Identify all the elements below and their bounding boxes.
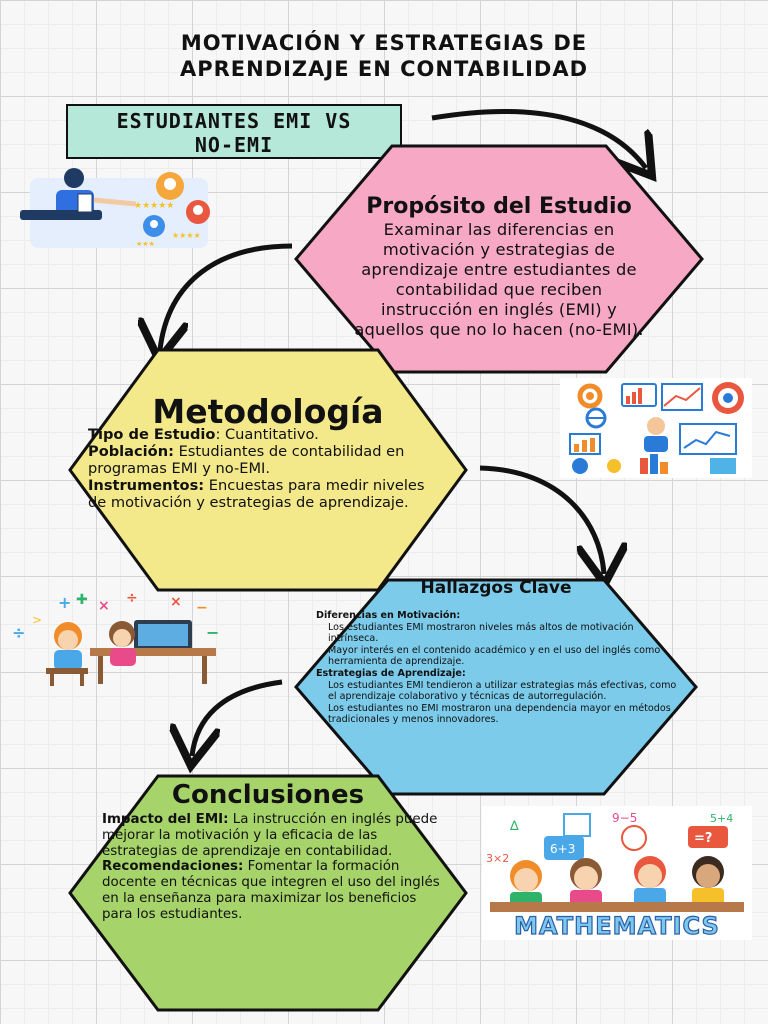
subtitle-line-2: NO-EMI xyxy=(194,133,274,157)
svg-text:★★★★: ★★★★ xyxy=(172,231,201,240)
svg-text:−: − xyxy=(206,623,220,642)
findings-strat-label: Estrategias de Aprendizaje: xyxy=(316,667,466,679)
findings-diff-1: Los estudiantes EMI mostraron niveles más altos de motivación intrínseca. xyxy=(328,621,634,645)
findings-hexagon xyxy=(292,576,700,798)
svg-text:+: + xyxy=(58,593,72,612)
svg-text:★★★★★: ★★★★★ xyxy=(134,201,175,211)
mathematics-word: MATHEMATICS xyxy=(514,912,720,940)
findings-diff-label: Diferencias en Motivación: xyxy=(316,610,461,621)
conclusions-impact-label: Impacto del EMI: xyxy=(102,812,229,827)
conclusions-rec-label: Recomendaciones: xyxy=(102,859,244,875)
findings-strat-2: Los estudiantes no EMI mostraron una dependencia mayor en métodos tradicionales y menos innovadores. xyxy=(328,702,671,726)
conclusions-text xyxy=(102,812,446,923)
findings-diff-2: Mayor interés en el contenido académico y en el uso del inglés como herramienta de aprendizaje. xyxy=(328,644,661,668)
svg-text:∆: ∆ xyxy=(510,819,519,834)
conclusions-rec-value: Fomentar la formación docente en técnicas que integren el uso del inglés en la enseñanza para maximizar los beneficios para los estudiantes. xyxy=(102,859,440,922)
svg-text:÷: ÷ xyxy=(12,623,26,642)
method-type-value: : Cuantitativo. xyxy=(215,426,319,443)
purpose-title: Propósito del Estudio xyxy=(366,194,632,219)
method-pop-value: Estudiantes de contabilidad en programas EMI y no-EMI. xyxy=(88,443,405,477)
method-text xyxy=(88,426,428,511)
arrow-findings-to-conclusions xyxy=(192,682,282,756)
method-hexagon xyxy=(66,346,470,594)
title-line-1: MOTIVACIÓN Y ESTRATEGIAS DE xyxy=(180,31,588,55)
svg-text:÷: ÷ xyxy=(126,590,138,606)
method-inst-label: Instrumentos: xyxy=(88,477,205,494)
conclusions-title: Conclusiones xyxy=(171,780,365,810)
math-formula-3: 3×2 xyxy=(486,852,510,865)
purpose-hexagon xyxy=(292,142,706,376)
findings-text xyxy=(316,610,686,726)
arrow-purpose-to-method xyxy=(160,246,292,350)
method-type-label: Tipo de Estudio xyxy=(88,426,216,443)
title-line-2: APRENDIZAJE EN CONTABILIDAD xyxy=(179,57,589,81)
math-formula-2: 6+3 xyxy=(550,842,576,856)
svg-text:×: × xyxy=(170,594,182,610)
arrow-method-to-findings xyxy=(480,468,604,574)
math-formula-1: 9−5 xyxy=(612,811,638,825)
method-inst-value: Encuestas para medir niveles de motivación y estrategias de aprendizaje. xyxy=(88,477,425,511)
svg-text:=?: =? xyxy=(694,831,713,846)
business-analytics-icon xyxy=(560,378,752,478)
mathematics-kids-icon xyxy=(482,806,752,940)
subtitle-line-1: ESTUDIANTES EMI VS xyxy=(116,109,352,133)
teacher-presentation-icon xyxy=(16,164,216,254)
svg-text:✚: ✚ xyxy=(76,592,88,608)
method-title: Metodología xyxy=(152,392,384,431)
svg-text:×: × xyxy=(98,598,110,614)
findings-title: Hallazgos Clave xyxy=(420,578,572,598)
math-formula-4: 5+4 xyxy=(710,812,734,825)
svg-text:★★★: ★★★ xyxy=(136,240,155,248)
method-pop-label: Población: xyxy=(88,443,174,460)
kids-math-class-icon xyxy=(6,588,232,688)
purpose-text: Examinar las diferencias en motivación y estrategias de aprendizaje entre estudiantes de contabilidad que reciben instrucción en inglés (EMI) y aquellos que no lo hacen (no-EMI). xyxy=(354,220,644,339)
svg-text:>: > xyxy=(32,613,43,627)
findings-strat-1: Los estudiantes EMI tendieron a utilizar estrategias más efectivas, como el aprendizaje colaborativo y técnicas de autorregulación. xyxy=(328,679,677,703)
conclusions-impact-value: La instrucción en inglés puede mejorar la motivación y la eficacia de las estrategias de aprendizaje en contabilidad. xyxy=(102,812,438,859)
conclusions-hexagon xyxy=(66,772,470,1014)
svg-text:−: − xyxy=(196,600,208,616)
